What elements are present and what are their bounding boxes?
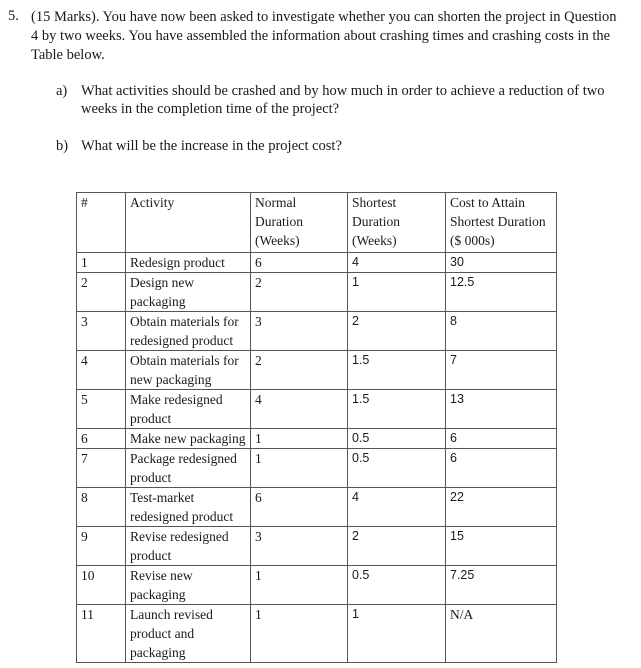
row-shortest: 1.5	[348, 351, 446, 390]
row-cost: N/A	[446, 605, 557, 663]
header-shortest-line3: (Weeks)	[352, 233, 397, 248]
row-activity: Make new packaging	[126, 429, 251, 449]
row-activity: Package redesigned product	[126, 449, 251, 488]
row-cost: 15	[446, 527, 557, 566]
row-normal: 6	[251, 253, 348, 273]
row-normal: 1	[251, 605, 348, 663]
table-row	[77, 527, 557, 566]
row-cost: 8	[446, 312, 557, 351]
header-shortest-line1: Shortest	[352, 195, 397, 210]
table-row	[77, 605, 557, 663]
row-num: 11	[77, 605, 126, 663]
row-normal: 2	[251, 273, 348, 312]
row-num: 5	[77, 390, 126, 429]
row-normal: 3	[251, 312, 348, 351]
table-row	[77, 429, 557, 449]
row-activity: Revise new packaging	[126, 566, 251, 605]
header-normal-line2: Duration	[255, 214, 303, 229]
header-normal-duration	[251, 193, 348, 253]
table-row	[77, 312, 557, 351]
table-row	[77, 253, 557, 273]
question-text: (15 Marks). You have now been asked to investigate whether you can shorten the project in Question 4 by two weeks. You have assembled the information about crashing times and crashing costs in the Table below.	[31, 9, 617, 63]
row-cost: 22	[446, 488, 557, 527]
row-normal: 4	[251, 390, 348, 429]
row-num: 3	[77, 312, 126, 351]
row-shortest: 1.5	[348, 390, 446, 429]
row-normal: 2	[251, 351, 348, 390]
row-normal: 6	[251, 488, 348, 527]
header-normal-line3: (Weeks)	[255, 233, 300, 248]
row-activity: Obtain materials for redesigned product	[126, 312, 251, 351]
row-shortest: 0.5	[348, 429, 446, 449]
subquestion-a-text: What activities should be crashed and by how much in order to achieve a reduction of two weeks in the completion time of the project?	[81, 83, 605, 117]
row-num: 7	[77, 449, 126, 488]
table-row	[77, 351, 557, 390]
row-normal: 1	[251, 449, 348, 488]
row-num: 2	[77, 273, 126, 312]
row-num: 9	[77, 527, 126, 566]
header-normal-line1: Normal	[255, 195, 297, 210]
header-cost-line3: ($ 000s)	[450, 233, 495, 248]
table-row	[77, 449, 557, 488]
row-cost: 7.25	[446, 566, 557, 605]
row-activity: Obtain materials for new packaging	[126, 351, 251, 390]
subquestion-b-label: b)	[56, 138, 69, 154]
row-shortest: 2	[348, 527, 446, 566]
crashing-table	[76, 192, 557, 663]
table-row	[77, 390, 557, 429]
row-num: 10	[77, 566, 126, 605]
row-cost: 6	[446, 429, 557, 449]
row-shortest: 1	[348, 605, 446, 663]
table-row	[77, 273, 557, 312]
row-cost: 7	[446, 351, 557, 390]
header-shortest-line2: Duration	[352, 214, 400, 229]
header-cost	[446, 193, 557, 253]
table-header-row	[77, 193, 557, 253]
row-num: 1	[77, 253, 126, 273]
row-shortest: 4	[348, 253, 446, 273]
header-cost-line2: Shortest Duration	[450, 214, 546, 229]
row-activity: Test-market redesigned product	[126, 488, 251, 527]
row-cost: 30	[446, 253, 557, 273]
question-number: 5.	[8, 8, 19, 24]
row-shortest: 0.5	[348, 566, 446, 605]
row-num: 8	[77, 488, 126, 527]
row-cost: 13	[446, 390, 557, 429]
row-activity: Design new packaging	[126, 273, 251, 312]
row-cost: 6	[446, 449, 557, 488]
table-row	[77, 488, 557, 527]
row-normal: 3	[251, 527, 348, 566]
table-row	[77, 566, 557, 605]
header-activity: Activity	[126, 193, 251, 253]
row-shortest: 4	[348, 488, 446, 527]
row-normal: 1	[251, 429, 348, 449]
row-shortest: 0.5	[348, 449, 446, 488]
row-activity: Redesign product	[126, 253, 251, 273]
row-normal: 1	[251, 566, 348, 605]
row-shortest: 2	[348, 312, 446, 351]
row-num: 4	[77, 351, 126, 390]
row-cost: 12.5	[446, 273, 557, 312]
row-activity: Revise redesigned product	[126, 527, 251, 566]
row-activity: Launch revised product and packaging	[126, 605, 251, 663]
header-num: #	[77, 193, 126, 253]
subquestion-a-label: a)	[56, 83, 68, 99]
subquestion-b-text: What will be the increase in the project cost?	[81, 138, 342, 154]
row-shortest: 1	[348, 273, 446, 312]
row-num: 6	[77, 429, 126, 449]
header-shortest-duration	[348, 193, 446, 253]
header-cost-line1: Cost to Attain	[450, 195, 526, 210]
row-activity: Make redesigned product	[126, 390, 251, 429]
